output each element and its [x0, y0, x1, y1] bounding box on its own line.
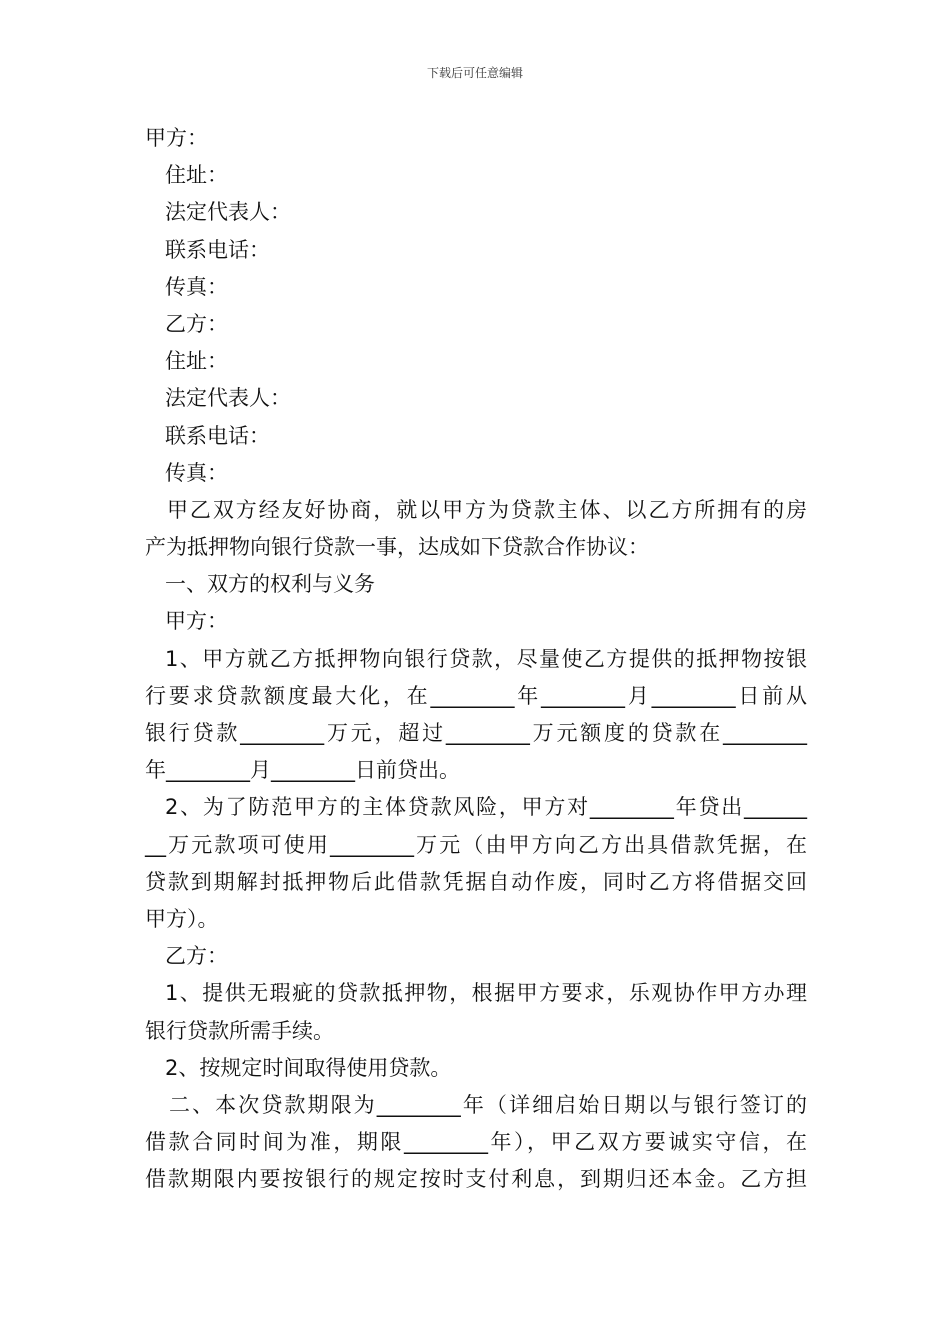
clause-a1-line-1: 1、甲方就乙方抵押物向银行贷款，尽量使乙方提供的抵押物按银 [165, 646, 807, 671]
party-a-heading: 甲方： [145, 126, 208, 150]
section-1-party-a-label: 甲方： [165, 609, 228, 634]
section-2-line-3: 借款期限内要按银行的规定按时支付利息，到期归还本金。乙方担 [145, 1167, 807, 1192]
clause-a1-line-3: 银行贷款________万元，超过________万元额度的贷款在________ [145, 721, 807, 745]
document-body [145, 120, 807, 1198]
clause-a2-line-2: __万元款项可使用________万元（由甲方向乙方出具借款凭据，在 [145, 832, 807, 857]
party-b-heading: 乙方： [165, 311, 228, 336]
party-b-representative-label: 法定代表人： [165, 386, 291, 411]
clause-a1-line-2: 行要求贷款额度最大化，在________年________月________日前从 [145, 683, 807, 708]
party-b-phone-label: 联系电话： [165, 423, 270, 448]
section-2-line-1: 二、本次贷款期限为________年（详细启始日期以与银行签订的 [169, 1092, 807, 1117]
party-a-fax-label: 传真： [165, 274, 228, 299]
clause-b2-line-1: 2、按规定时间取得使用贷款。 [165, 1055, 452, 1080]
page-header: 下载后可任意编辑 [426, 66, 523, 80]
clause-b1-line-1: 1、提供无瑕疵的贷款抵押物，根据甲方要求，乐观协作甲方办理 [165, 981, 807, 1006]
preamble-line-2: 产为抵押物向银行贷款一事，达成如下贷款合作协议： [145, 535, 649, 560]
party-b-fax-label: 传真： [165, 460, 228, 485]
party-a-address-label: 住址： [165, 163, 228, 188]
clause-b1-line-2: 银行贷款所需手续。 [145, 1018, 334, 1043]
section-2-line-2: 借款合同时间为准，期限________年），甲乙双方要诚实守信，在 [145, 1130, 807, 1155]
party-a-representative-label: 法定代表人： [165, 200, 291, 225]
preamble-line-1: 甲乙双方经友好协商，就以甲方为贷款主体、以乙方所拥有的房 [167, 497, 807, 522]
clause-a2-line-4: 甲方）。 [145, 906, 219, 931]
clause-a1-line-4: 年________月________日前贷出。 [145, 758, 460, 783]
section-1-heading: 一、双方的权利与义务 [165, 572, 375, 597]
clause-a2-line-3: 贷款到期解封抵押物后此借款凭据自动作废，同时乙方将借据交回 [145, 869, 807, 894]
clause-a2-line-1: 2、为了防范甲方的主体贷款风险，甲方对________年贷出______ [165, 795, 807, 820]
party-a-phone-label: 联系电话： [165, 237, 270, 262]
party-b-address-label: 住址： [165, 349, 228, 374]
section-1-party-b-label: 乙方： [165, 944, 228, 969]
